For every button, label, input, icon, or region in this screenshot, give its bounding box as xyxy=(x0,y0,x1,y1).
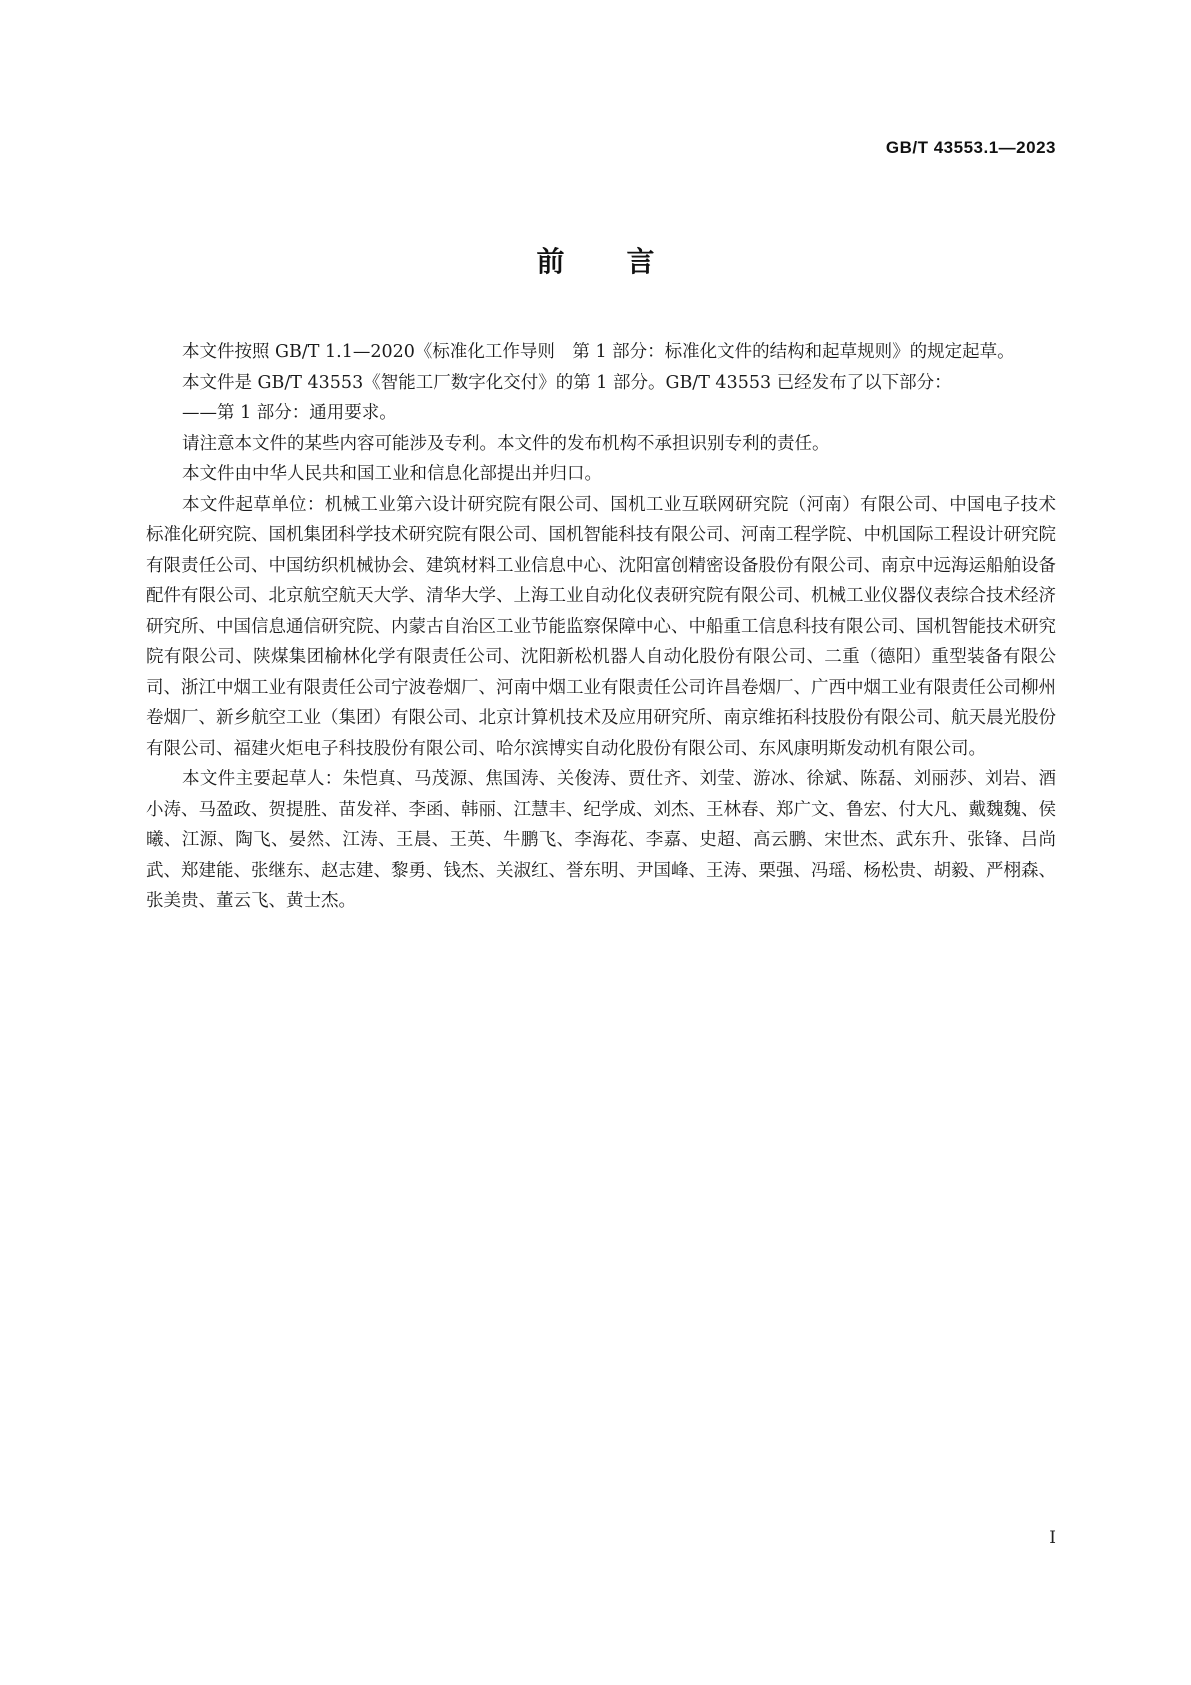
standard-number: GB/T 43553.1—2023 xyxy=(885,138,1056,157)
list-item-part-1: ——第 1 部分：通用要求。 xyxy=(182,403,397,423)
page-title: 前言 xyxy=(536,245,717,278)
foreword-body xyxy=(146,337,1056,917)
paragraph-proposer: 本文件由中华人民共和国工业和信息化部提出并归口。 xyxy=(182,464,602,484)
page-number: I xyxy=(1049,1528,1056,1548)
paragraph-drafting-units: 本文件起草单位：机械工业第六设计研究院有限公司、国机工业互联网研究院（河南）有限公司、中国电子技术标准化研究院、国机集团科学技术研究院有限公司、国机智能科技有限公司、河南工程学院、中机国际工程设计研究院有限责任公司、中国纺织机械协会、建筑材料工业信息中心、沈阳富创精密设备股份有限公司、南京中远海运船舶设备配件有限公司、北京航空航天大学、清华大学、上海工业自动化仪表研究院有限公司、机械工业仪器仪表综合技术经济研究所、中国信息通信研究院、内蒙古自治区工业节能监察保障中心、中船重工信息科技有限公司、国机智能技术研究院有限公司、陕煤集团榆林化学有限责任公司、沈阳新松机器人自动化股份有限公司、二重（德阳）重型装备有限公司、浙江中烟工业有限责任公司宁波卷烟厂、河南中烟工业有限责任公司许昌卷烟厂、广西中烟工业有限责任公司柳州卷烟厂、新乡航空工业（集团）有限公司、北京计算机技术及应用研究所、南京维拓科技股份有限公司、航天晨光股份有限公司、福建火炬电子科技股份有限公司、哈尔滨博实自动化股份有限公司、东风康明斯发动机有限公司。 xyxy=(146,494,1056,759)
paragraph-part-info: 本文件是 GB/T 43553《智能工厂数字化交付》的第 1 部分。GB/T 43553 已经发布了以下部分： xyxy=(182,372,952,393)
paragraph-drafting-rules: 本文件按照 GB/T 1.1—2020《标准化工作导则 第 1 部分：标准化文件的结构和起草规则》的规定起草。 xyxy=(182,342,1015,362)
paragraph-drafters: 本文件主要起草人：朱恺真、马茂源、焦国涛、关俊涛、贾仕齐、刘莹、游冰、徐斌、陈磊、刘丽莎、刘岩、酒小涛、马盈政、贺提胜、苗发祥、李函、韩丽、江慧丰、纪学成、刘杰、王林春、郑广文、鲁宏、付大凡、戴魏魏、侯曦、江源、陶飞、晏然、江涛、王晨、王英、牛鹏飞、李海花、李嘉、史超、高云鹏、宋世杰、武东升、张锋、吕尚武、郑建能、张继东、赵志建、黎勇、钱杰、关淑红、誉东明、尹国峰、王涛、栗强、冯瑶、杨松贵、胡毅、严栩森、张美贵、董云飞、黄士杰。 xyxy=(146,769,1056,911)
paragraph-patent-notice: 请注意本文件的某些内容可能涉及专利。本文件的发布机构不承担识别专利的责任。 xyxy=(182,433,830,454)
